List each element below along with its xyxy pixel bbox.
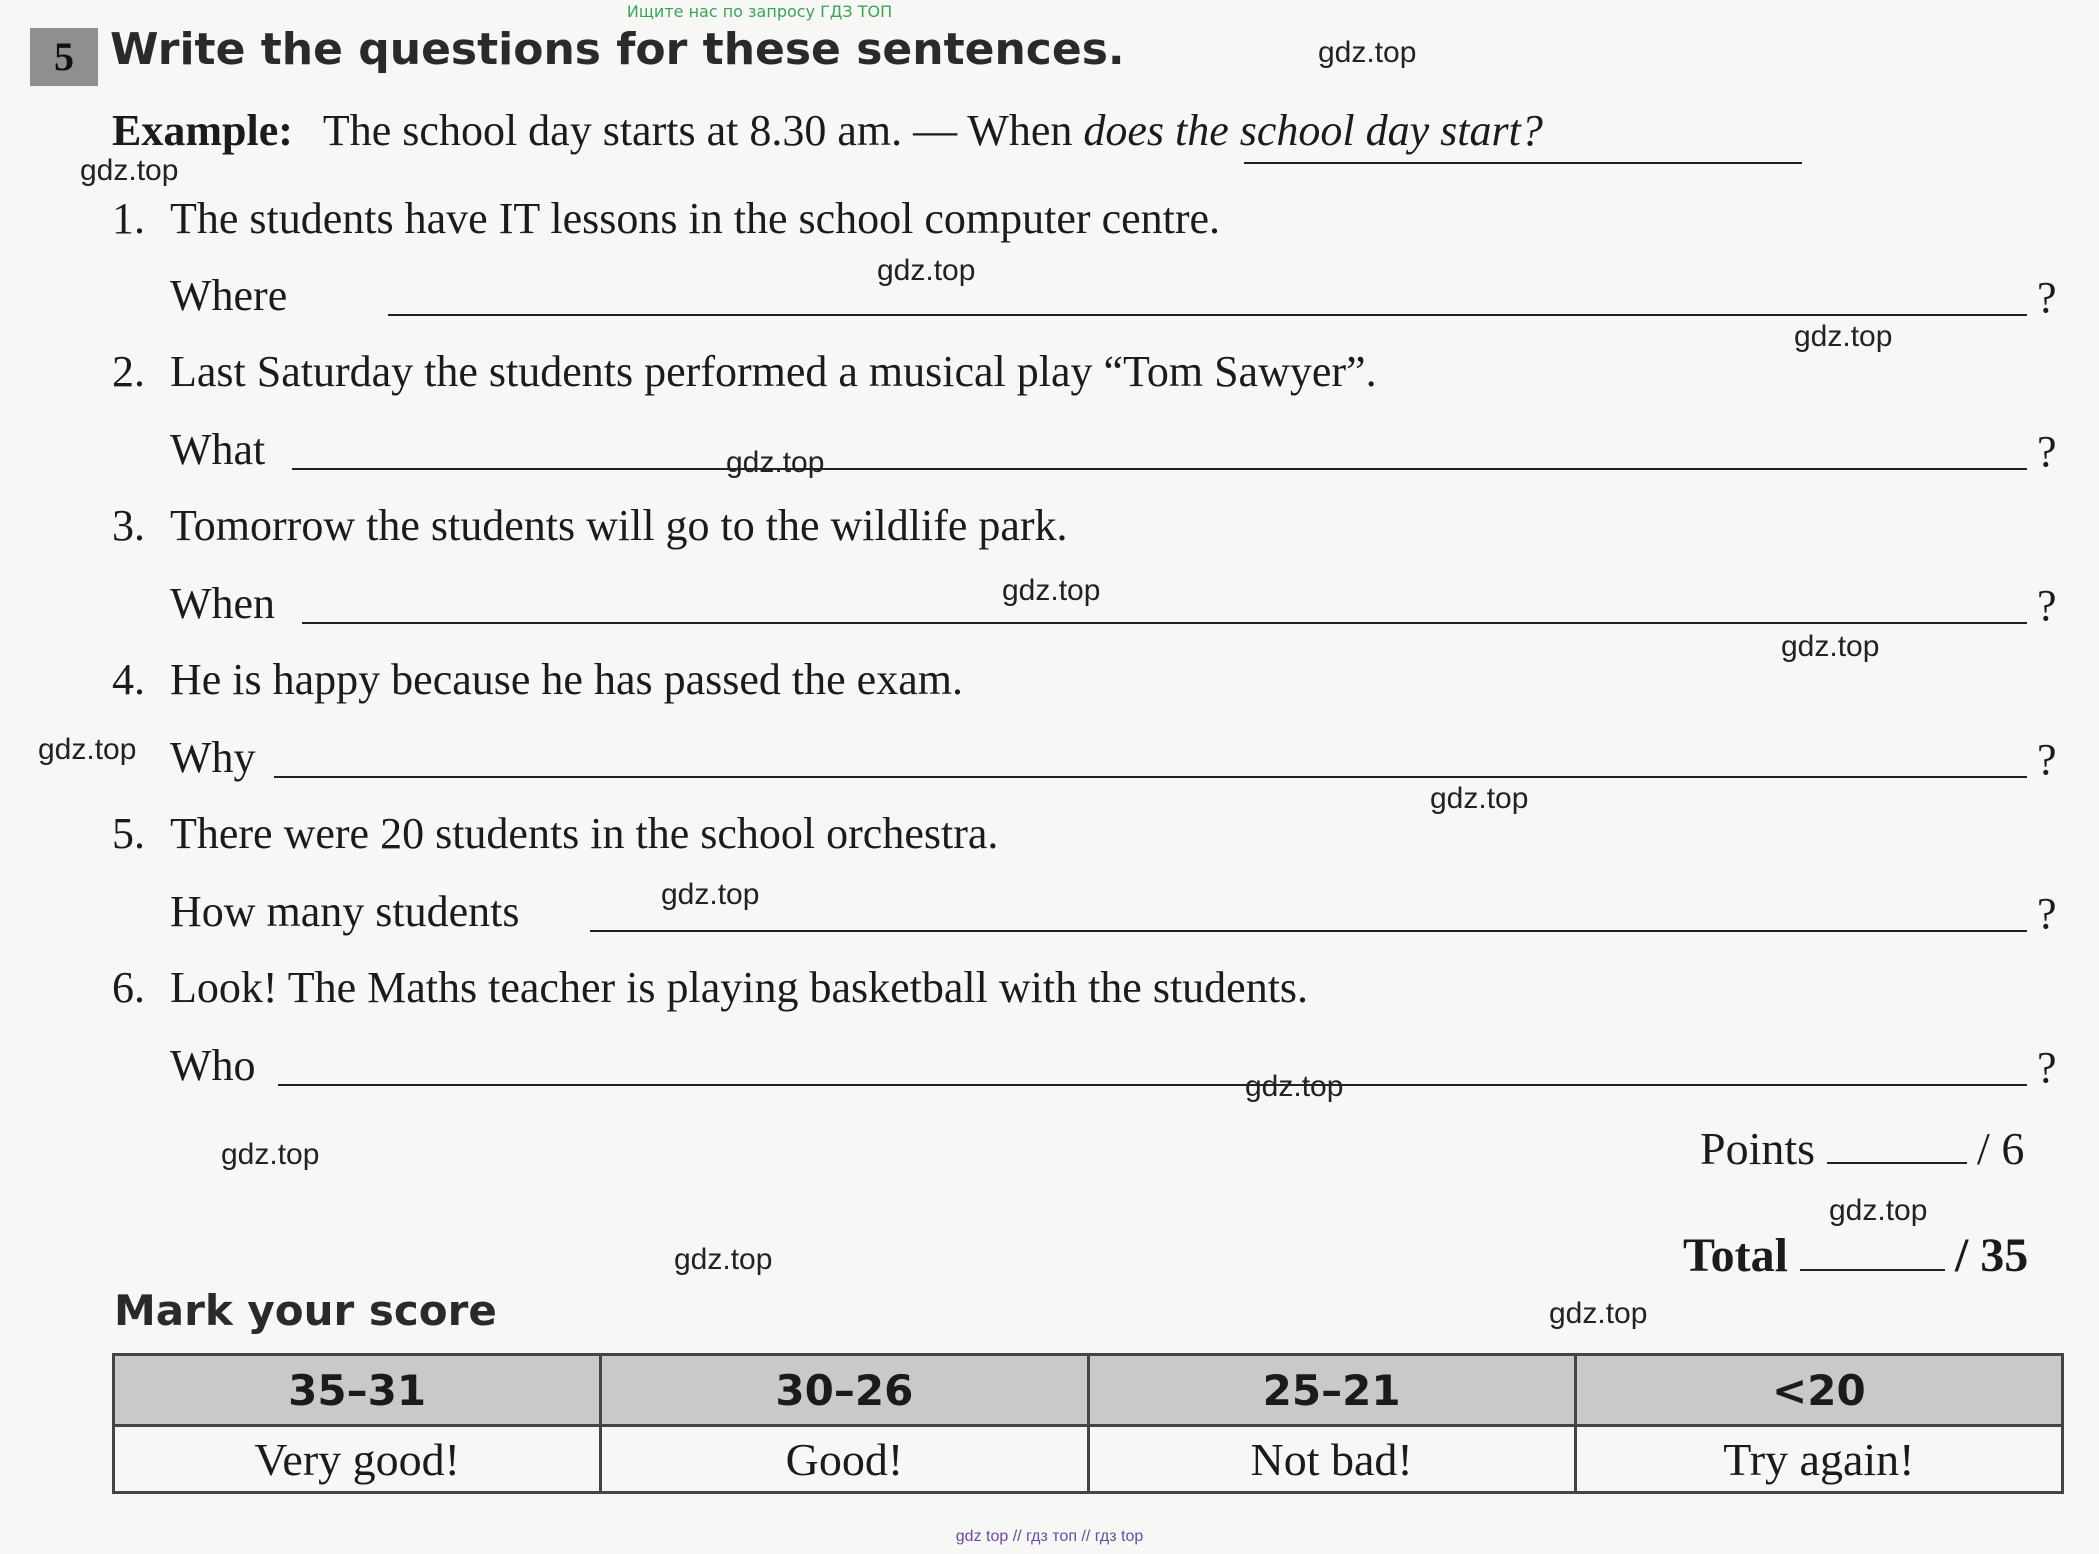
score-rating-cell: Try again!	[1575, 1426, 2062, 1493]
points-row	[1700, 1122, 2024, 1175]
total-label: Total	[1683, 1229, 1788, 1282]
example-label: Example:	[112, 106, 293, 155]
item-number: 3.	[112, 501, 145, 550]
watermark: gdz.top	[1245, 1070, 1344, 1103]
points-max: / 6	[1977, 1123, 2025, 1174]
item-text: He is happy because he has passed the exam.	[170, 655, 963, 704]
top-search-link[interactable]: Ищите нас по запросу ГДЗ ТОП	[626, 2, 893, 21]
item-6-question-word: Who	[170, 1041, 256, 1090]
item-3-question-mark: ?	[2037, 581, 2057, 630]
total-answer-line[interactable]	[1800, 1233, 1945, 1271]
points-answer-line[interactable]	[1827, 1126, 1967, 1164]
item-number: 4.	[112, 655, 145, 704]
item-4-answer-line[interactable]	[274, 776, 2027, 778]
watermark: gdz.top	[726, 446, 825, 479]
item-6-sentence	[112, 962, 1308, 1013]
score-range-row	[114, 1355, 2063, 1426]
points-label: Points	[1700, 1123, 1816, 1174]
item-4-sentence	[112, 654, 963, 705]
watermark: gdz.top	[38, 733, 137, 766]
example-sentence: The school day starts at 8.30 am. — When	[322, 106, 1073, 155]
item-text: There were 20 students in the school orchestra.	[170, 809, 999, 858]
task-title: Write the questions for these sentences.	[110, 24, 1125, 75]
item-1-sentence	[112, 193, 1220, 244]
score-rating-cell: Not bad!	[1088, 1426, 1575, 1493]
item-6-answer-line[interactable]	[278, 1084, 2027, 1086]
watermark: gdz.top	[1829, 1194, 1928, 1227]
item-1-question-word: Where	[170, 271, 288, 320]
watermark: gdz.top	[1781, 630, 1880, 663]
score-range-cell: <20	[1575, 1355, 2062, 1426]
mark-your-score-title: Mark your score	[114, 1286, 497, 1335]
item-1-answer-line[interactable]	[388, 314, 2027, 316]
item-6-question-mark: ?	[2037, 1043, 2057, 1092]
score-table	[112, 1353, 2064, 1494]
item-5-answer-line[interactable]	[590, 930, 2027, 932]
watermark: gdz.top	[1430, 782, 1529, 815]
item-number: 5.	[112, 809, 145, 858]
example-answer-underline	[1244, 162, 1802, 164]
footer-links[interactable]: gdz top // гдз топ // гдз top	[955, 1528, 1144, 1545]
item-number: 1.	[112, 194, 145, 243]
example-answer: does the school day start?	[1083, 106, 1543, 155]
item-5-question-mark: ?	[2037, 889, 2057, 938]
watermark: gdz.top	[1318, 36, 1417, 69]
score-rating-row	[114, 1426, 2063, 1493]
item-1-question-mark: ?	[2037, 273, 2057, 322]
watermark: gdz.top	[80, 154, 179, 187]
item-number: 6.	[112, 963, 145, 1012]
total-max: / 35	[1954, 1229, 2029, 1282]
item-4-question-mark: ?	[2037, 735, 2057, 784]
watermark: gdz.top	[221, 1138, 320, 1171]
item-text: The students have IT lessons in the school computer centre.	[170, 194, 1221, 243]
total-row	[1683, 1228, 2028, 1283]
score-range-cell: 25–21	[1088, 1355, 1575, 1426]
score-range-cell: 35–31	[114, 1355, 601, 1426]
item-2-question-mark: ?	[2037, 427, 2057, 476]
score-rating-cell: Good!	[601, 1426, 1088, 1493]
item-text: Last Saturday the students performed a musical play “Tom Sawyer”.	[170, 347, 1377, 396]
item-text: Look! The Maths teacher is playing basketball with the students.	[170, 963, 1309, 1012]
watermark: gdz.top	[1002, 574, 1101, 607]
score-range-cell: 30–26	[601, 1355, 1088, 1426]
item-text: Tomorrow the students will go to the wildlife park.	[170, 501, 1068, 550]
item-3-question-word: When	[170, 579, 276, 628]
task-number-badge: 5	[30, 28, 98, 86]
watermark: gdz.top	[877, 254, 976, 287]
score-rating-cell: Very good!	[114, 1426, 601, 1493]
watermark: gdz.top	[1549, 1297, 1648, 1330]
watermark: gdz.top	[674, 1243, 773, 1276]
item-2-sentence	[112, 346, 1377, 397]
example-row	[112, 105, 1543, 156]
item-3-answer-line[interactable]	[302, 622, 2027, 624]
watermark: gdz.top	[661, 878, 760, 911]
item-4-question-word: Why	[170, 733, 256, 782]
item-2-question-word: What	[170, 425, 266, 474]
item-2-answer-line[interactable]	[292, 468, 2027, 470]
watermark: gdz.top	[1794, 320, 1893, 353]
item-number: 2.	[112, 347, 145, 396]
item-5-sentence	[112, 808, 998, 859]
item-3-sentence	[112, 500, 1068, 551]
item-5-question-word: How many students	[170, 887, 520, 936]
